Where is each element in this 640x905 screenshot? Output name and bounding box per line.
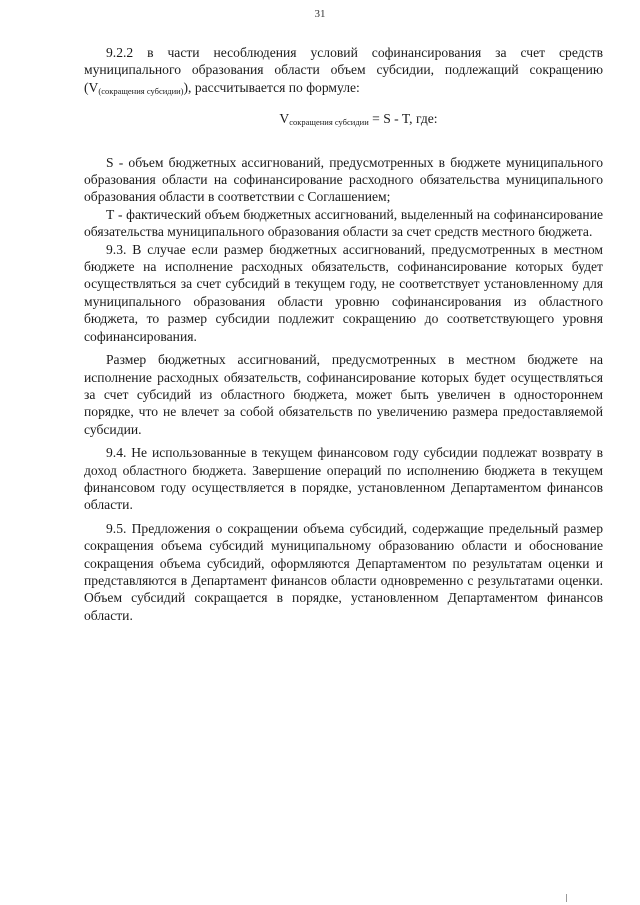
formula-v: V	[279, 111, 290, 127]
paragraph-9-5: 9.5. Предложения о сокращении объема субсидий, содержащие предельный размер сокращения объема субсидий муниципальному образованию области и обоснование сокращения объема субсидий, оформляются Департаментом по результатам оценки и представляются в Департамент финансов области одновременно с результатами оценки. Объем субсидий сокращается в порядке, установленном Департаментом финансов области.	[84, 520, 603, 623]
page-number: 31	[314, 8, 326, 20]
paragraph-9-2-2	[84, 44, 603, 100]
formula-subscript: сокращения субсидии	[289, 117, 369, 128]
scan-edge-mark	[566, 894, 567, 902]
paragraph-9-2-2-text: 9.2.2 в части несоблюдения условий софинансирования за счет средств муниципального образования области объем субсидии, подлежащий сокращению (V	[84, 45, 603, 95]
paragraph-9-3: 9.3. В случае если размер бюджетных ассигнований, предусмотренных в местном бюджете на исполнение расходных обязательств, софинансирование которых будет осуществляться за счет субсидий в текущем году, не соответствует установленному для муниципального образования области уровню софинансирования из областного бюджета, то размер субсидии подлежит сокращению до соответствующего уровня софинансирования.	[84, 241, 603, 344]
formula-rest: = S - T, где:	[368, 111, 438, 127]
paragraph-9-4: 9.4. Не использованные в текущем финансовом году субсидии подлежат возврату в доход областного бюджета. Завершение операций по исполнению бюджета в текущем финансовом году осуществляется в порядке, установленном Департаментом финансов области.	[84, 445, 603, 513]
definition-t: Т - фактический объем бюджетных ассигнований, выделенный на софинансирование обязательства муниципального образования области за счет средств местного бюджета.	[84, 206, 603, 240]
paragraph-9-3-continued: Размер бюджетных ассигнований, предусмотренных в местном бюджете на исполнение расходных обязательств, софинансирование которых будет осуществляться за счет субсидий из областного бюджета, может быть увеличен в одностороннем порядке, что не влечет за собой обязательств по увеличению размера предоставляемой субсидии.	[84, 352, 603, 437]
formula	[84, 110, 603, 131]
paragraph-9-2-2-tail: ), рассчитывается по формуле:	[183, 79, 360, 95]
paragraph-9-2-2-subscript: (сокращения субсидии)	[98, 85, 184, 96]
document-body	[84, 44, 603, 624]
definition-s: S - объем бюджетных ассигнований, предусмотренных в бюджете муниципального образования области на софинансирование расходного обязательства муниципального образования области в соответствии с Соглашением;	[84, 154, 603, 205]
